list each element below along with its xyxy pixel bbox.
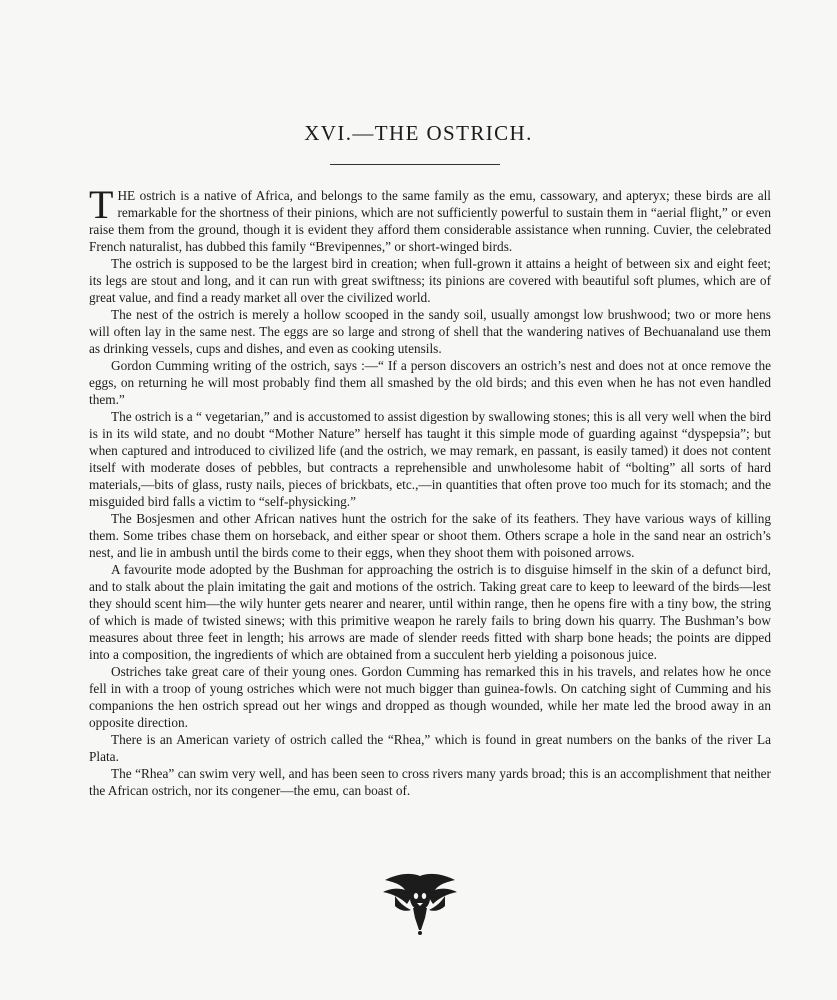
paragraph-7: A favourite mode adopted by the Bushman for approaching the ostrich is to disguise himself in the skin of a defunct bird, and to stalk about the plain imitating the gait and motions of the ostrich. Taking great care to keep to leeward of the birds—lest they should scent him—the wily hunter gets nearer and nearer, until within range, then he opens fire with a tiny bow, the string of which is made of twisted sinews; with this primitive weapon he rarely fails to bring down his quarry. The Bushman’s bow measures about three feet in length; his arrows are made of slender reeds fitted with sharp bone heads; the points are dipped into a composition, the ingredients of which are obtained from a succulent herb yielding a poisonous juice. [89, 562, 771, 662]
page-title: XVI.—THE OSTRICH. [304, 121, 533, 145]
paragraph-4: Gordon Cumming writing of the ostrich, says :—“ If a person discovers an ostrich’s nest and does not at once remove the eggs, on returning he will most probably find them all smashed by the old birds; and this even when he has not even handled them.” [89, 358, 771, 407]
paragraph-1 [89, 182, 771, 255]
paragraph-9: There is an American variety of ostrich called the “Rhea,” which is found in great numbers on the banks of the river La Plata. [89, 732, 771, 764]
paragraph-1-text: HE ostrich is a native of Africa, and belongs to the same family as the emu, cassowary, and apteryx; these birds are all remarkable for the shortness of their pinions, which are not sufficiently powerful to sustain them in “aerial flight,” or even raise them from the ground, though it is evident they afford them considerable assistance when running. Cuvier, the celebrated French naturalist, has dubbed this family “Brevipennes,” or short-winged birds. [89, 188, 771, 254]
tailpiece-ornament-icon [375, 868, 465, 936]
paragraph-2: The ostrich is supposed to be the largest bird in creation; when full-grown it attains a height of between six and eight feet; its legs are stout and long, and it can run with great swiftness; its pinions are covered with beautiful soft plumes, which are of great value, and find a ready market all over the civilized world. [89, 256, 771, 305]
paragraph-10: The “Rhea” can swim very well, and has been seen to cross rivers many yards broad; this is an accomplishment that neither the African ostrich, nor its congener—the emu, can boast of. [89, 766, 771, 798]
title-rule [330, 164, 500, 165]
paragraph-6: The Bosjesmen and other African natives hunt the ostrich for the sake of its feathers. They have various ways of killing them. Some tribes chase them on horseback, and either spear or shoot them. Others scrape a hole in the sand near an ostrich’s nest, and lie in ambush until the birds come to their eggs, when they shoot them with poisoned arrows. [89, 511, 771, 560]
paragraph-3: The nest of the ostrich is merely a hollow scooped in the sandy soil, usually amongst low brushwood; two or more hens will often lay in the same nest. The eggs are so large and strong of shell that the wandering natives of Bechuanaland use them as drinking vessels, cups and dishes, and even as cooking utensils. [89, 307, 771, 356]
drop-cap: T [89, 182, 114, 227]
paragraph-5: The ostrich is a “ vegetarian,” and is accustomed to assist digestion by swallowing stones; this is all very well when the bird is in its wild state, and no doubt “Mother Nature” herself has taught it this simple mode of guarding against “dyspepsia”; but when captured and introduced to civilized life (and the ostrich, we may remark, en passant, is easily tamed) it does not content itself with moderate doses of pebbles, but contracts a reprehensible and unwholesome habit of “bolting” all sorts of hard materials,—bits of glass, rusty nails, pieces of brickbats, etc.,—in quantities that often prove too much for its stomach; and the misguided bird falls a victim to “self-physicking.” [89, 409, 771, 509]
paragraph-8: Ostriches take great care of their young ones. Gordon Cumming has remarked this in his travels, and relates how he once fell in with a troop of young ostriches which were not much bigger than guinea-fowls. On catching sight of Cumming and his companions the hen ostrich spread out her wings and dropped as though wounded, while her mate led the brood away in an opposite direction. [89, 664, 771, 730]
article-body [89, 182, 771, 799]
